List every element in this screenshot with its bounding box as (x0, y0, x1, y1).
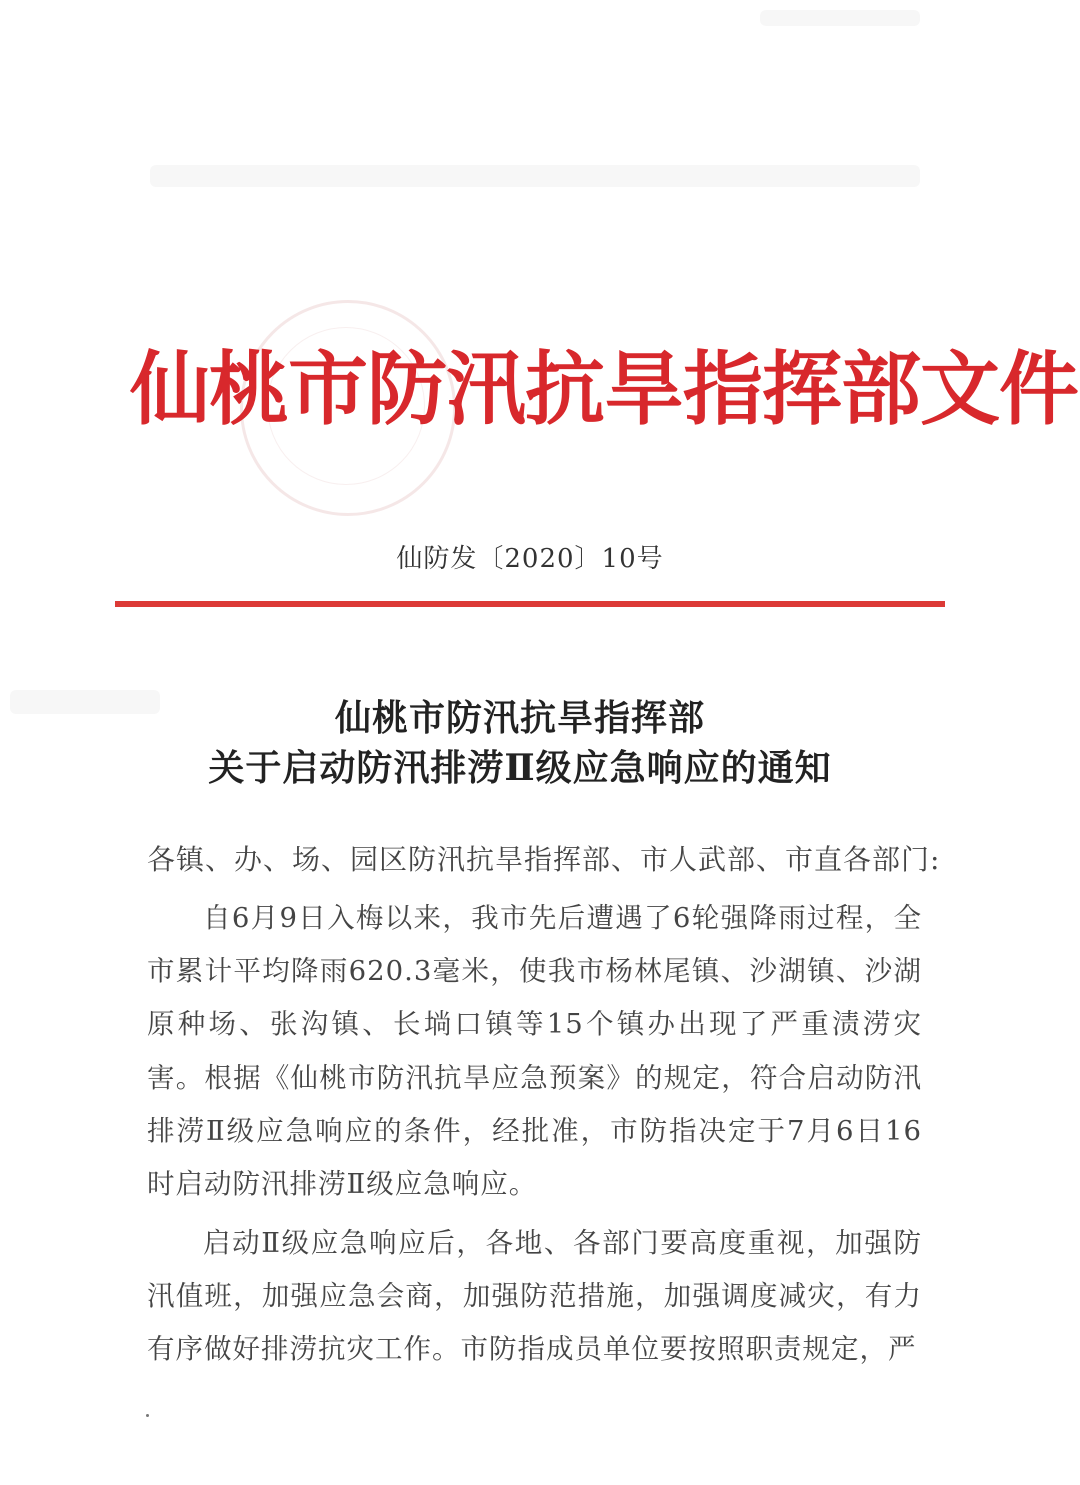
notice-title-line-1: 仙桃市防汛抗旱指挥部 (334, 697, 705, 739)
body-paragraph: 自6月9日入梅以来，我市先后遭遇了6轮强降雨过程，全市累计平均降雨620.3毫米，使我市杨林尾镇、沙湖镇、沙湖原种场、张沟镇、长埫口镇等15个镇办出现了严重渍涝灾害。根据《仙桃市防汛抗旱应急预案》的规定，符合启动防汛排涝Ⅱ级应急响应的条件，经批准，市防指决定于7月6日16时启动防汛排涝Ⅱ级应急响应。 (147, 902, 922, 1201)
issuer-red-header: 仙桃市防汛抗旱指挥部文件 (130, 343, 1078, 436)
document-number: 仙防发〔2020〕10号 (396, 544, 664, 574)
red-divider-line (115, 601, 945, 607)
scan-artifact (760, 10, 920, 26)
notice-title-line-2: 关于启动防汛排涝Ⅱ级应急响应的通知 (208, 747, 832, 789)
addressee-line: 各镇、办、场、园区防汛抗旱指挥部、市人武部、市直各部门: (147, 843, 941, 876)
scan-dot (146, 1414, 149, 1417)
scan-artifact (150, 165, 920, 187)
body-paragraph: 启动Ⅱ级应急响应后，各地、各部门要高度重视，加强防汛值班，加强应急会商，加强防范措施，加强调度减灾，有力有序做好排涝抗灾工作。市防指成员单位要按照职责规定，严 (147, 1227, 922, 1366)
